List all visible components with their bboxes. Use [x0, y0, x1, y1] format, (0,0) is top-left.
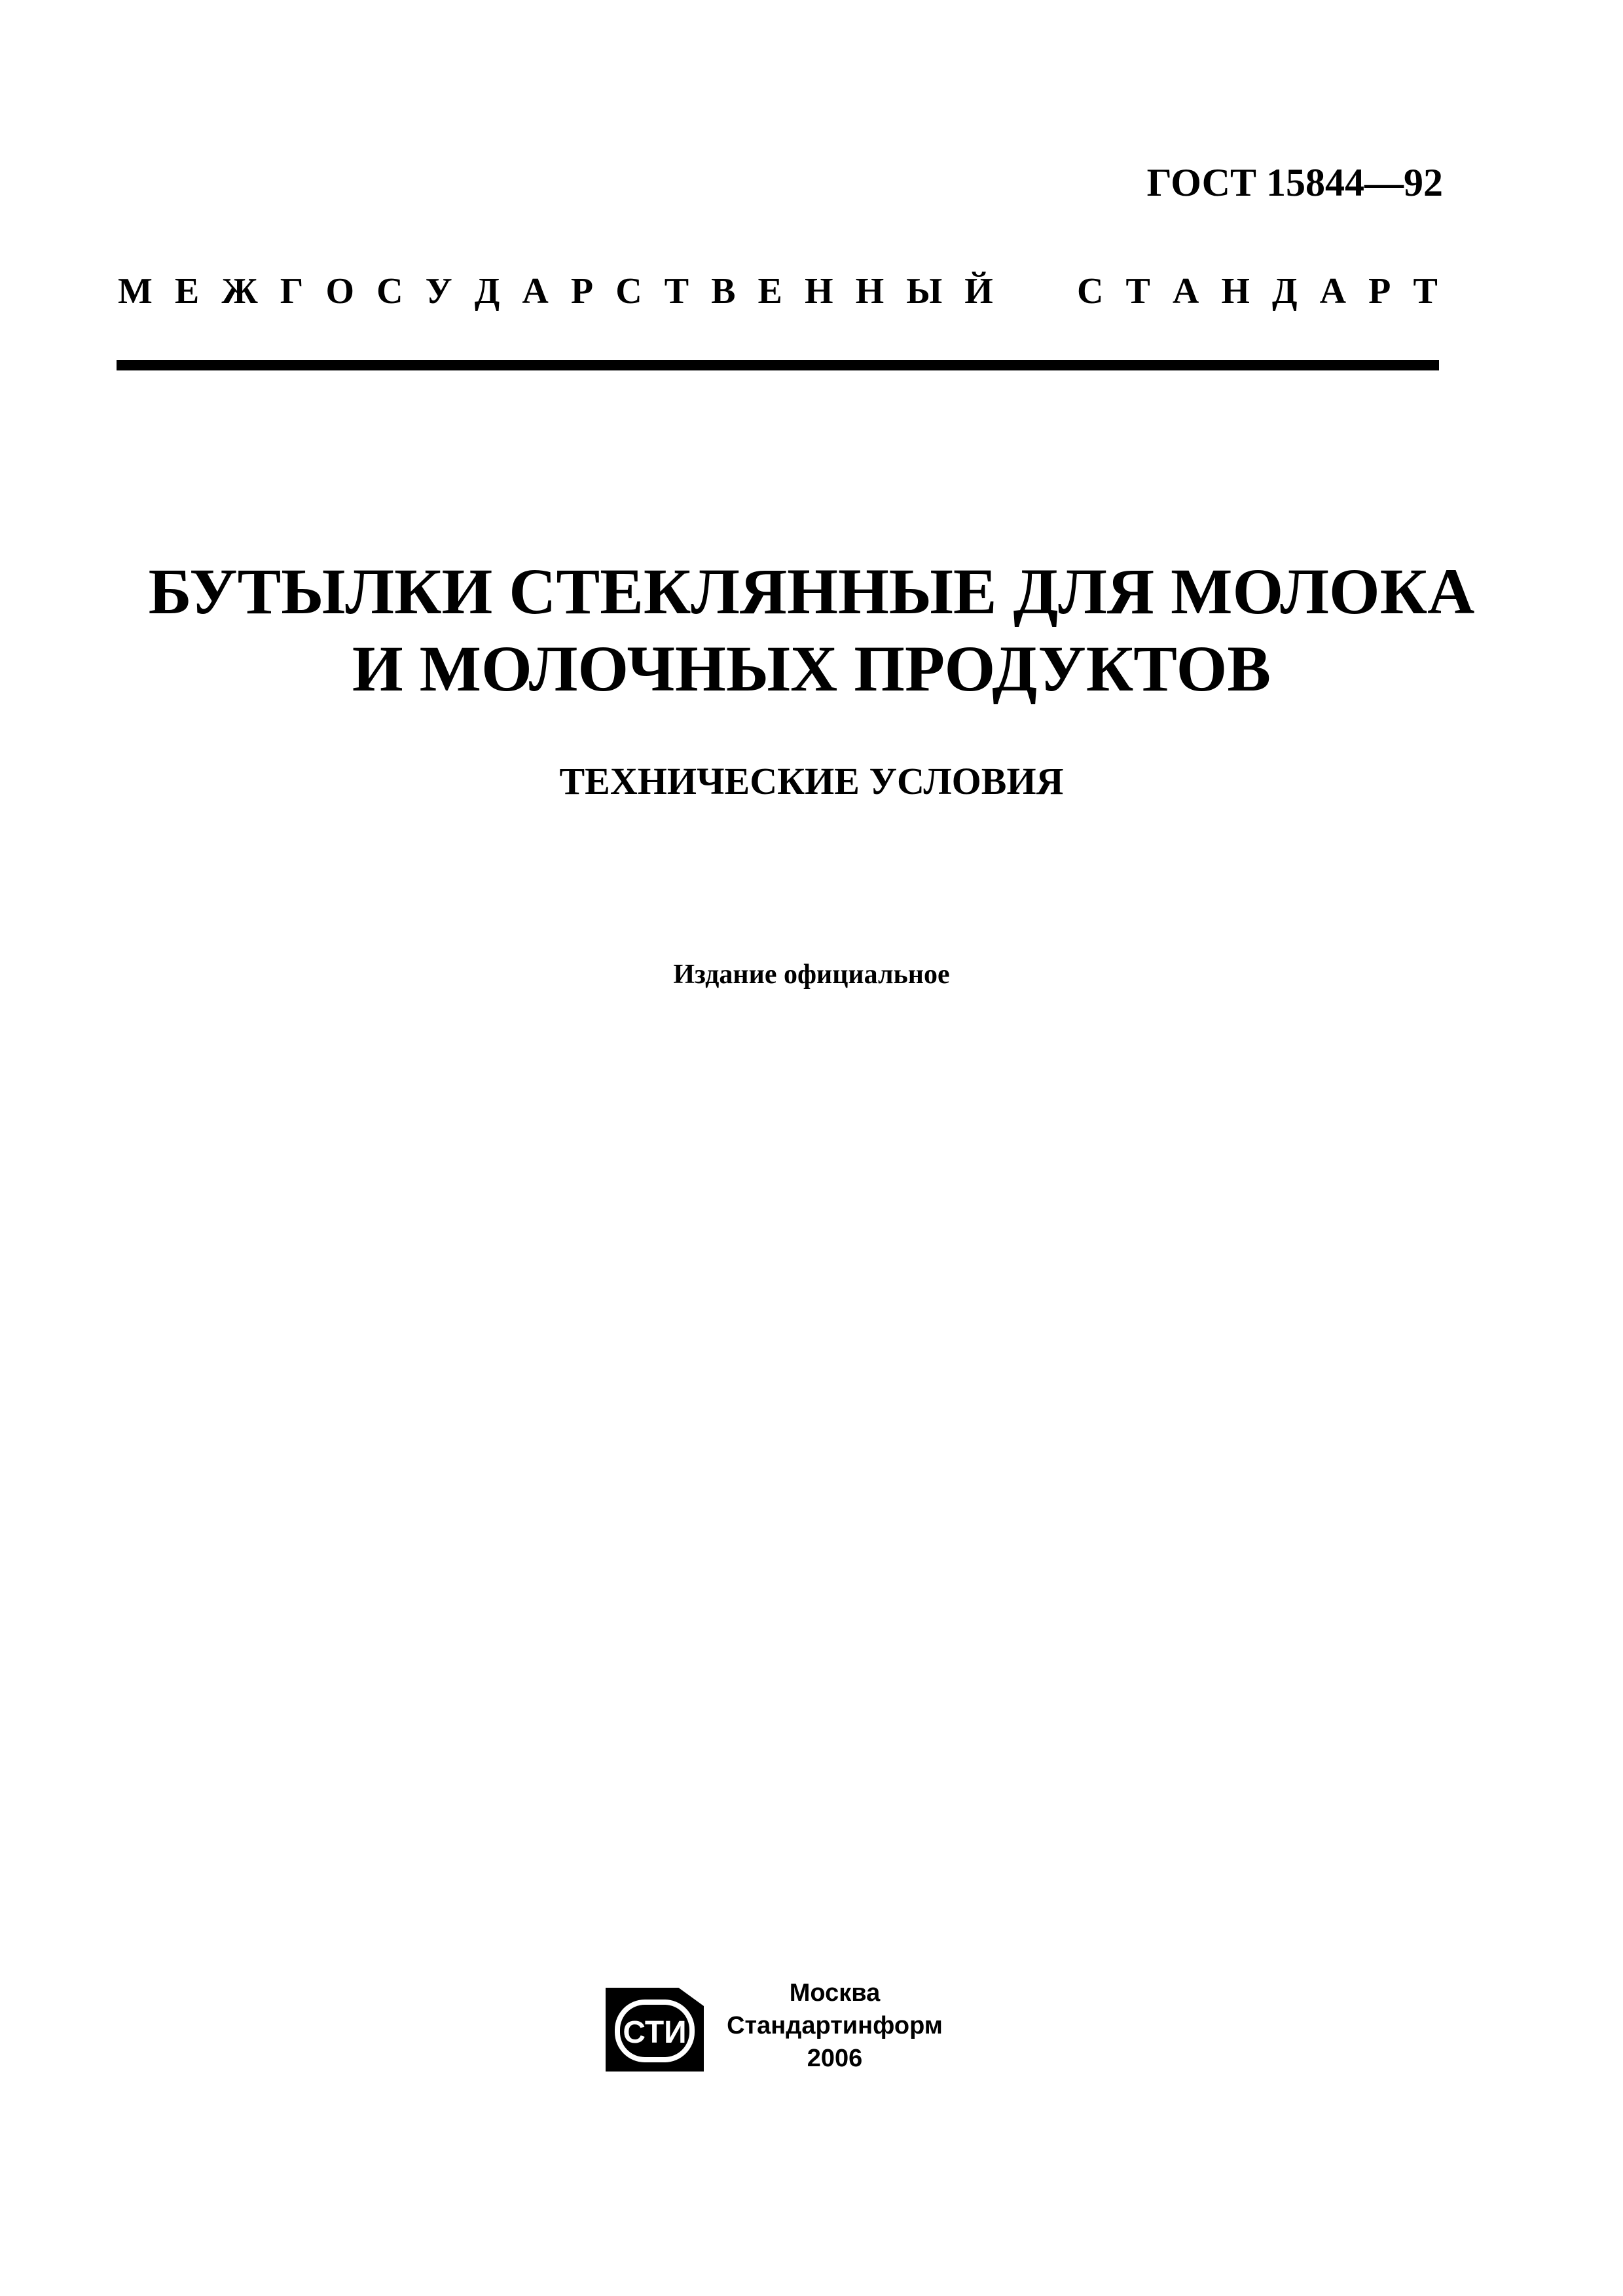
standard-type-letter: Т	[664, 271, 689, 312]
standard-type-letter: Н	[804, 271, 833, 312]
standard-type-letter: С	[1076, 271, 1104, 312]
standard-type-letter: Н	[1221, 271, 1250, 312]
publisher-block	[704, 1977, 966, 2075]
standard-type-letter: Й	[964, 271, 993, 312]
header-divider	[117, 360, 1439, 370]
document-title-line-1: БУТЫЛКИ СТЕКЛЯННЫЕ ДЛЯ МОЛОКА	[148, 555, 1475, 628]
standard-type-letter: Г	[280, 271, 304, 312]
standard-type-letter: С	[376, 271, 403, 312]
standard-type-letter: Р	[570, 271, 594, 312]
standard-type-letter: Т	[1125, 271, 1150, 312]
standard-type-letter: Ж	[221, 271, 258, 312]
standard-type-letter: У	[425, 271, 452, 312]
standard-type-letter: В	[711, 271, 736, 312]
standard-type-letter: Ы	[906, 271, 943, 312]
standard-type-letter: Д	[474, 271, 500, 312]
publication-year: 2006	[807, 2045, 863, 2072]
document-title	[0, 553, 1623, 708]
document-number: ГОСТ 15844—92	[1146, 161, 1443, 204]
publisher-city: Москва	[789, 1979, 881, 2007]
document-subtitle: ТЕХНИЧЕСКИЕ УСЛОВИЯ	[559, 760, 1064, 802]
standard-type-letter: С	[615, 271, 642, 312]
standard-type-letter: А	[1172, 271, 1199, 312]
standard-type-letter: М	[118, 271, 153, 312]
publisher-name: Стандартинформ	[727, 2012, 943, 2039]
standard-type-letter: О	[325, 271, 355, 312]
document-title-line-2: И МОЛОЧНЫХ ПРОДУКТОВ	[352, 632, 1271, 705]
standard-type-letter: А	[522, 271, 549, 312]
standard-type-letter: Д	[1272, 271, 1298, 312]
edition-note: Издание официальное	[673, 960, 950, 990]
standartinform-logo-icon	[606, 1980, 704, 2078]
standard-type-letter: Т	[1413, 271, 1438, 312]
standard-type-letter: Е	[757, 271, 782, 312]
standard-type-heading	[118, 265, 1438, 317]
logo-lettering: СТИ	[623, 2015, 687, 2050]
standard-type-letter: Е	[174, 271, 200, 312]
standard-type-letter: А	[1319, 271, 1347, 312]
standard-type-letter: Р	[1368, 271, 1391, 312]
standard-type-letter: Н	[855, 271, 884, 312]
